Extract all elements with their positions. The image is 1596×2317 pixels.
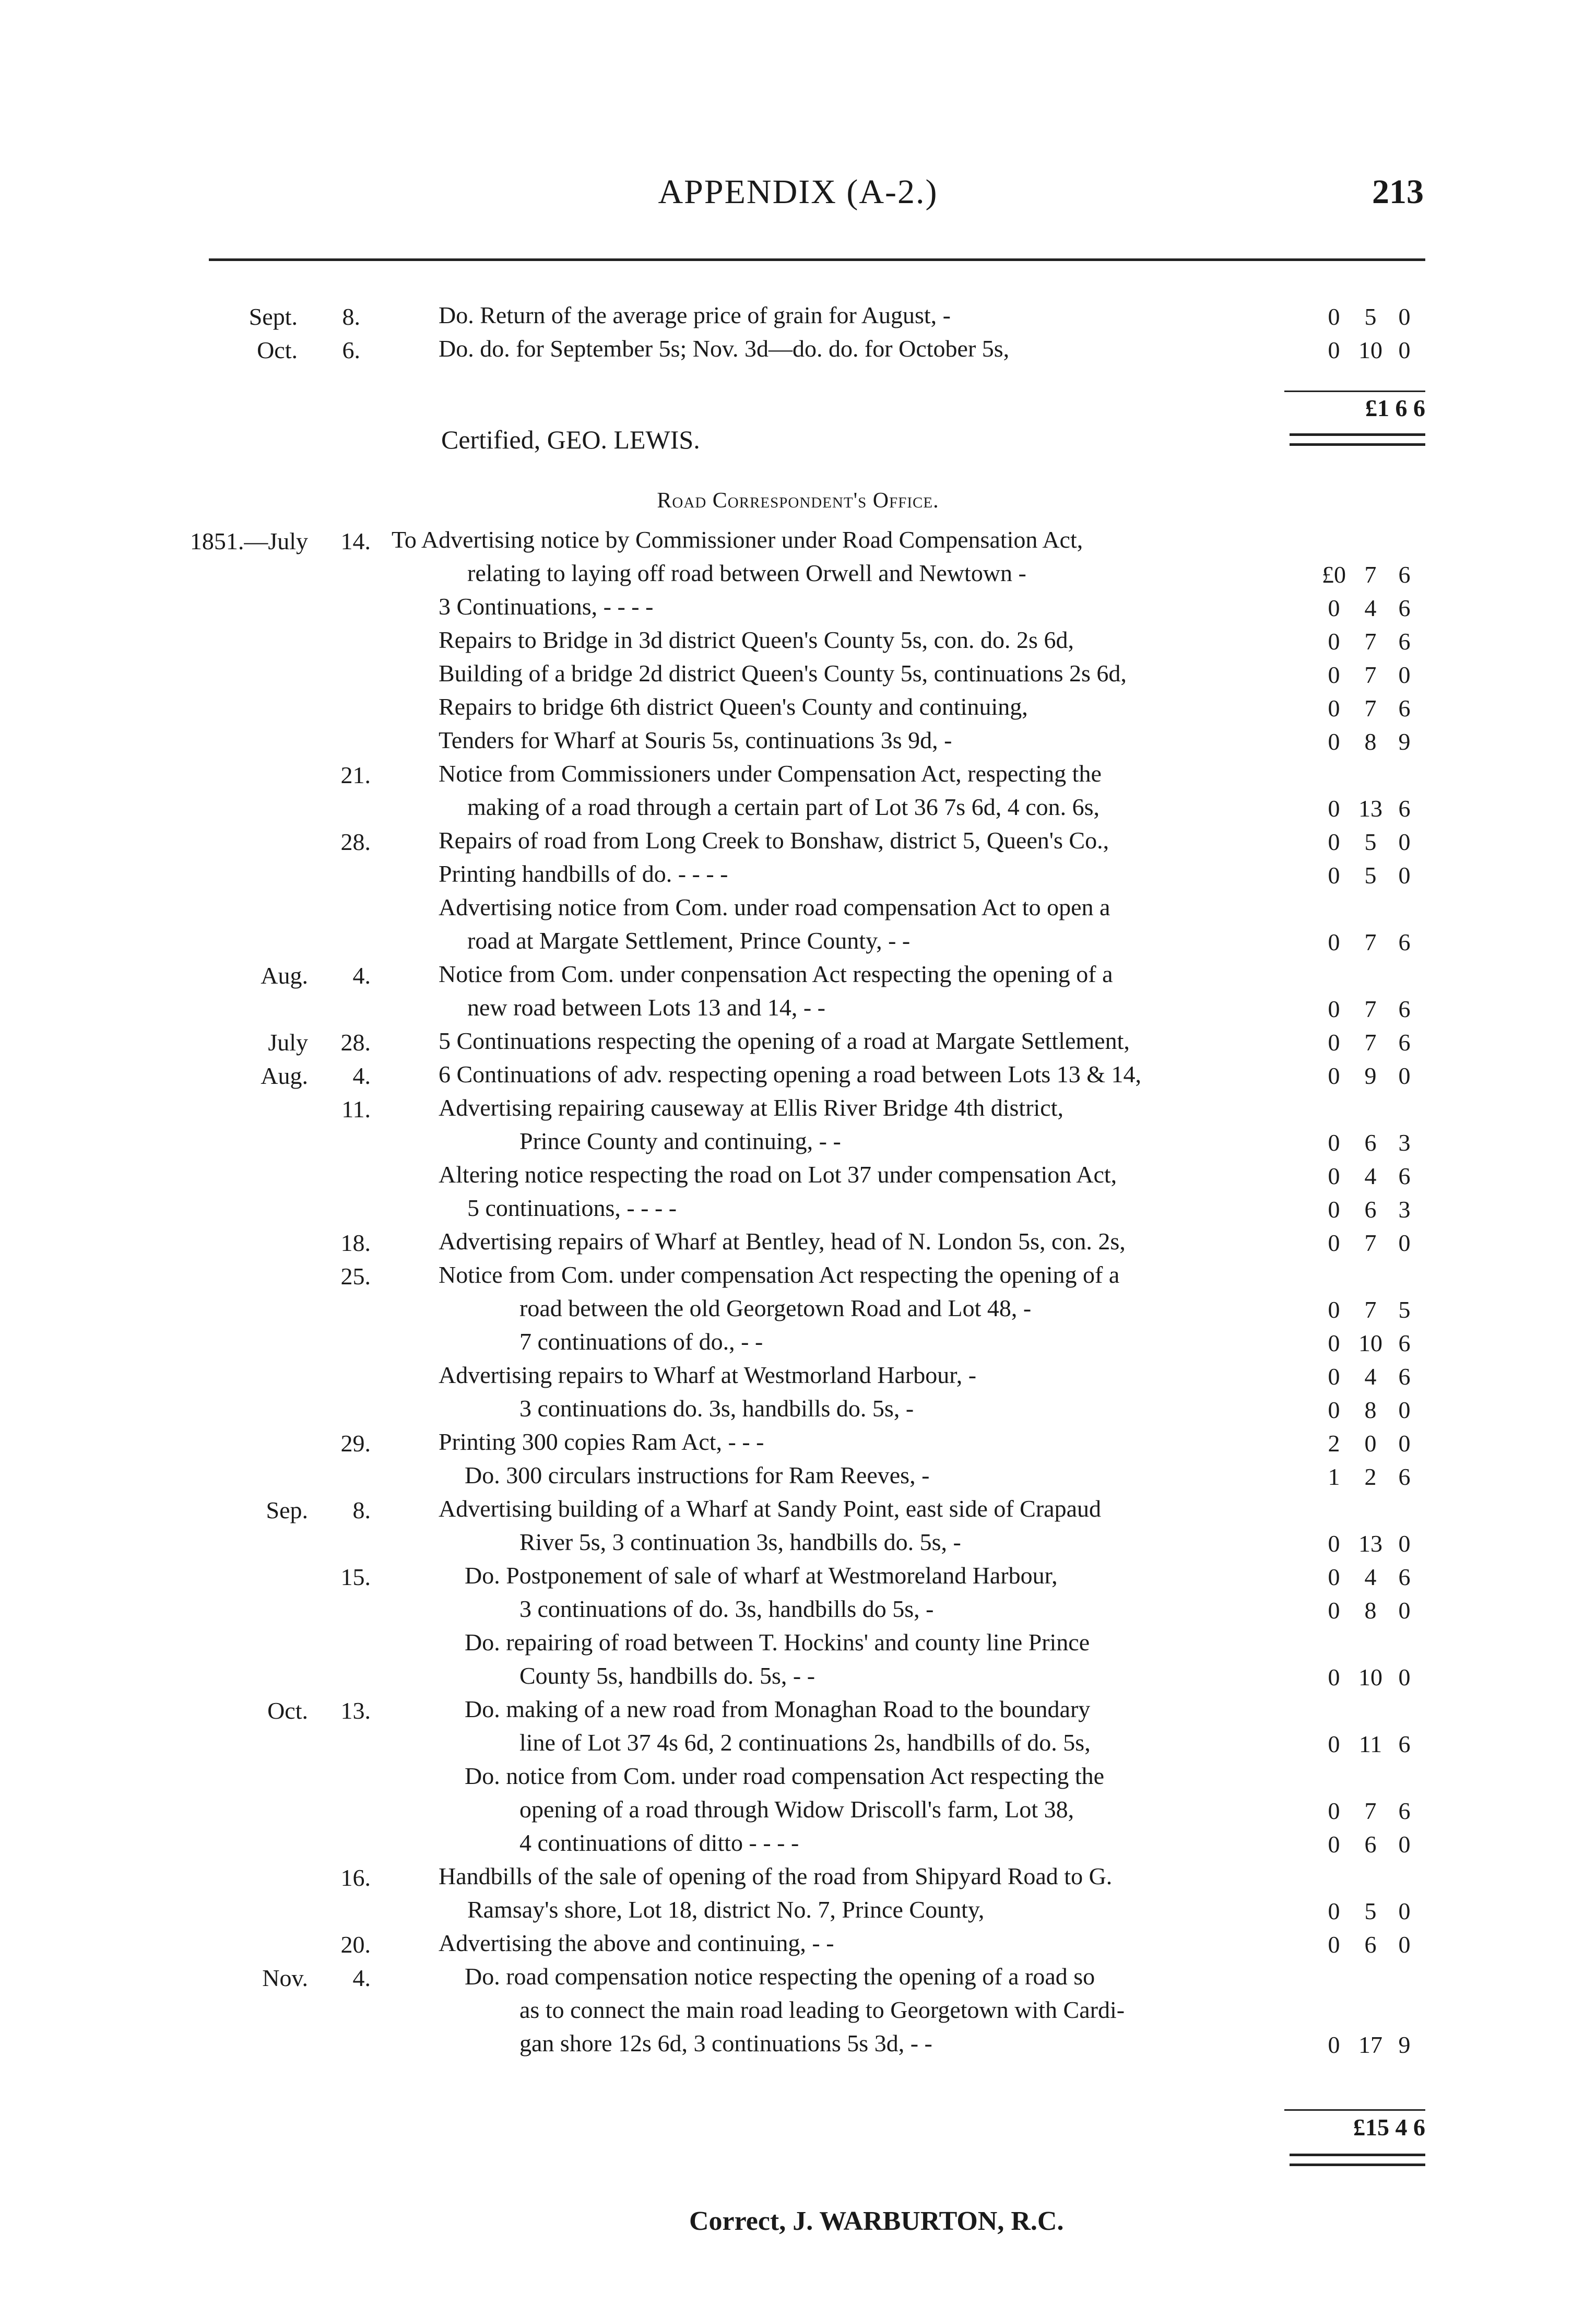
- entry-amount: [1316, 661, 1420, 689]
- amount-pence: 6: [1398, 695, 1411, 722]
- entry-amount: [1316, 1597, 1420, 1624]
- entry-amount: [1316, 561, 1420, 588]
- amount-pence: 0: [1398, 1397, 1411, 1423]
- amount-pounds: 0: [1328, 1129, 1340, 1156]
- amount-shillings: 13: [1358, 795, 1382, 822]
- entry-description: Altering notice respecting the road on Lot 37 under compensation Act,: [439, 1161, 1117, 1188]
- entry-amount: [1316, 336, 1420, 364]
- amount-pence: 0: [1398, 829, 1411, 855]
- amount-shillings: 7: [1364, 561, 1377, 588]
- amount-pence: 0: [1398, 661, 1411, 688]
- amount-pounds: 0: [1328, 1530, 1340, 1557]
- amount-shillings: 8: [1364, 1597, 1377, 1624]
- amount-pounds: 0: [1328, 1163, 1340, 1189]
- amount-pence: 6: [1398, 929, 1411, 955]
- amount-shillings: 17: [1358, 2031, 1382, 2058]
- entry-amount: [1316, 1897, 1420, 1925]
- entry-day: 15.: [340, 1564, 371, 1590]
- amount-pence: 0: [1398, 1597, 1411, 1624]
- entry-day: 20.: [340, 1931, 371, 1958]
- entry-description: Printing handbills of do. - - - -: [439, 860, 728, 887]
- amount-pounds: 0: [1328, 337, 1340, 363]
- entry-amount: [1316, 694, 1420, 722]
- amount-pounds: 0: [1328, 929, 1340, 955]
- entry-description: as to connect the main road leading to Georgetown with Cardi-: [519, 1996, 1125, 2023]
- amount-pence: 6: [1398, 1564, 1411, 1590]
- amount-shillings: 9: [1364, 1062, 1377, 1089]
- entry-day: 4.: [352, 1062, 371, 1089]
- entry-amount: [1316, 995, 1420, 1023]
- amount-shillings: 7: [1364, 1798, 1377, 1824]
- entry-description: Prince County and continuing, - -: [519, 1128, 841, 1154]
- entry-description: 5 Continuations respecting the opening of a road at Margate Settlement,: [439, 1027, 1130, 1054]
- entry-amount: [1316, 828, 1420, 856]
- amount-pounds: 0: [1328, 628, 1340, 655]
- amount-pence: 6: [1398, 1731, 1411, 1757]
- entry-description: To Advertising notice by Commissioner under Road Compensation Act,: [392, 526, 1083, 553]
- amount-pounds: £0: [1322, 561, 1346, 588]
- entry-day: 11.: [341, 1096, 371, 1122]
- amount-shillings: 7: [1364, 695, 1377, 722]
- entry-description: Do. notice from Com. under road compensation Act respecting the: [465, 1763, 1105, 1789]
- entry-description: 3 Continuations, - - - -: [439, 593, 654, 620]
- entry-description: Tenders for Wharf at Souris 5s, continuations 3s 9d, -: [439, 727, 952, 753]
- entry-description: Repairs to bridge 6th district Queen's County and continuing,: [439, 693, 1028, 720]
- amount-shillings: 6: [1364, 1196, 1377, 1223]
- entry-description: 7 continuations of do., - -: [519, 1328, 763, 1355]
- amount-pounds: 0: [1328, 1363, 1340, 1390]
- amount-pounds: 1: [1328, 1463, 1340, 1490]
- grand-total-double-rule: [1290, 2154, 1425, 2166]
- entry-month: Aug.: [261, 1062, 308, 1089]
- page-title: APPENDIX (A-2.): [658, 173, 938, 211]
- entry-description: Notice from Com. under compensation Act respecting the opening of a: [439, 1261, 1120, 1288]
- amount-pence: 0: [1398, 337, 1411, 363]
- amount-shillings: 6: [1364, 1831, 1377, 1858]
- amount-shillings: 13: [1358, 1530, 1382, 1557]
- entry-amount: [1316, 303, 1420, 330]
- amount-pounds: 0: [1328, 1296, 1340, 1323]
- amount-pence: 6: [1398, 996, 1411, 1022]
- entry-description: Advertising notice from Com. under road compensation Act to open a: [439, 894, 1110, 920]
- amount-pence: 3: [1398, 1196, 1411, 1223]
- amount-pounds: 0: [1328, 1196, 1340, 1223]
- entry-description: Building of a bridge 2d district Queen's County 5s, continuations 2s 6d,: [439, 660, 1127, 687]
- entry-description: Do. 300 circulars instructions for Ram Reeves, -: [465, 1462, 930, 1488]
- entry-amount: [1316, 1396, 1420, 1424]
- amount-pence: 0: [1398, 1831, 1411, 1858]
- amount-pence: 0: [1398, 862, 1411, 889]
- entry-description: road between the old Georgetown Road and Lot 48, -: [519, 1295, 1032, 1321]
- amount-pence: 6: [1398, 1363, 1411, 1390]
- entry-month: Sep.: [266, 1497, 308, 1523]
- entry-amount: [1316, 1830, 1420, 1858]
- amount-pence: 6: [1398, 1463, 1411, 1490]
- entry-amount: [1316, 1797, 1420, 1825]
- entry-amount: [1316, 2031, 1420, 2059]
- entry-day: 28.: [340, 829, 371, 855]
- entry-description: Do. Postponement of sale of wharf at Westmoreland Harbour,: [465, 1562, 1058, 1589]
- amount-shillings: 2: [1364, 1463, 1377, 1490]
- entry-amount: [1316, 1029, 1420, 1056]
- entry-description: Do. making of a new road from Monaghan Road to the boundary: [465, 1696, 1091, 1722]
- entry-amount: [1316, 1429, 1420, 1457]
- amount-pounds: 0: [1328, 1664, 1340, 1691]
- amount-pence: 6: [1398, 628, 1411, 655]
- amount-pence: 6: [1398, 1163, 1411, 1189]
- amount-shillings: 10: [1358, 1664, 1382, 1691]
- amount-pence: 0: [1398, 1062, 1411, 1089]
- amount-shillings: 7: [1364, 1230, 1377, 1256]
- amount-pounds: 0: [1328, 996, 1340, 1022]
- section-heading: Road Correspondent's Office.: [657, 489, 939, 513]
- entry-day: 4.: [352, 1965, 371, 1991]
- entry-amount: [1316, 1363, 1420, 1390]
- amount-pounds: 0: [1328, 1898, 1340, 1924]
- entry-day: 8.: [342, 303, 360, 330]
- grand-total: £15 4 6: [1353, 2114, 1425, 2141]
- amount-pence: 6: [1398, 1029, 1411, 1056]
- amount-pounds: 0: [1328, 303, 1340, 330]
- entry-description: Repairs of road from Long Creek to Bonshaw, district 5, Queen's Co.,: [439, 827, 1109, 854]
- amount-shillings: 4: [1364, 595, 1377, 621]
- entry-description: Advertising repairs to Wharf at Westmorland Harbour, -: [439, 1362, 977, 1388]
- entry-day: 14.: [340, 528, 371, 554]
- amount-shillings: 7: [1364, 996, 1377, 1022]
- amount-shillings: 7: [1364, 929, 1377, 955]
- entry-description: Advertising repairing causeway at Ellis River Bridge 4th district,: [439, 1094, 1063, 1121]
- entry-amount: [1316, 1129, 1420, 1156]
- amount-pounds: 0: [1328, 1564, 1340, 1590]
- entry-description: Advertising repairs of Wharf at Bentley, head of N. London 5s, con. 2s,: [439, 1228, 1126, 1255]
- entry-description: Handbills of the sale of opening of the road from Shipyard Road to G.: [439, 1863, 1113, 1889]
- header-rule: [209, 258, 1425, 261]
- entry-amount: [1316, 728, 1420, 755]
- amount-shillings: 0: [1364, 1430, 1377, 1457]
- entry-description: Do. road compensation notice respecting the opening of a road so: [465, 1963, 1095, 1990]
- amount-pounds: 0: [1328, 661, 1340, 688]
- entry-amount: [1316, 1229, 1420, 1257]
- entry-month: July: [268, 1029, 308, 1056]
- amount-shillings: 6: [1364, 1931, 1377, 1958]
- entry-description: 3 continuations do. 3s, handbills do. 5s, -: [519, 1395, 914, 1422]
- entry-description: Notice from Com. under conpensation Act respecting the opening of a: [439, 961, 1113, 987]
- entry-description: Do. Return of the average price of grain for August, -: [439, 302, 951, 328]
- amount-pence: 0: [1398, 1898, 1411, 1924]
- total-rule: [1284, 2109, 1425, 2111]
- entry-description: Notice from Commissioners under Compensation Act, respecting the: [439, 760, 1102, 787]
- amount-pence: 0: [1398, 1530, 1411, 1557]
- entry-description: 3 continuations of do. 3s, handbills do 5s, -: [519, 1595, 934, 1622]
- amount-pence: 6: [1398, 1330, 1411, 1356]
- grain-total: £1 6 6: [1365, 395, 1425, 421]
- amount-pence: 0: [1398, 1430, 1411, 1457]
- amount-shillings: 8: [1364, 1397, 1377, 1423]
- entry-description: Repairs to Bridge in 3d district Queen's County 5s, con. do. 2s 6d,: [439, 626, 1074, 653]
- amount-pounds: 0: [1328, 1330, 1340, 1356]
- entry-day: 4.: [352, 962, 371, 989]
- entry-description: Ramsay's shore, Lot 18, district No. 7, Prince County,: [467, 1896, 985, 1923]
- amount-pence: 3: [1398, 1129, 1411, 1156]
- entry-month: Oct.: [267, 1697, 308, 1724]
- entry-month: Nov.: [262, 1965, 308, 1991]
- entry-amount: [1316, 795, 1420, 822]
- page-number: 213: [1372, 173, 1424, 211]
- entry-amount: [1316, 1162, 1420, 1190]
- amount-pounds: 2: [1328, 1430, 1340, 1457]
- amount-pounds: 0: [1328, 1798, 1340, 1824]
- entry-description: making of a road through a certain part of Lot 36 7s 6d, 4 con. 6s,: [467, 794, 1100, 820]
- amount-shillings: 5: [1364, 862, 1377, 889]
- entry-amount: [1316, 594, 1420, 622]
- entry-description: Do. repairing of road between T. Hockins' and county line Prince: [465, 1629, 1090, 1656]
- entry-day: 6.: [342, 337, 360, 363]
- amount-shillings: 11: [1358, 1731, 1382, 1757]
- amount-pounds: 0: [1328, 1597, 1340, 1624]
- grain-total-double-rule: [1290, 433, 1425, 446]
- amount-shillings: 10: [1358, 1330, 1382, 1356]
- amount-pounds: 0: [1328, 795, 1340, 822]
- amount-pence: 5: [1398, 1296, 1411, 1323]
- amount-pence: 0: [1398, 303, 1411, 330]
- amount-pence: 9: [1398, 2031, 1411, 2058]
- amount-shillings: 7: [1364, 1296, 1377, 1323]
- amount-pounds: 0: [1328, 1029, 1340, 1056]
- entry-description: River 5s, 3 continuation 3s, handbills do. 5s, -: [519, 1529, 961, 1555]
- amount-pence: 6: [1398, 795, 1411, 822]
- entry-amount: [1316, 1463, 1420, 1491]
- amount-pence: 0: [1398, 1931, 1411, 1958]
- entry-description: Printing 300 copies Ram Act, - - -: [439, 1428, 764, 1455]
- amount-shillings: 7: [1364, 661, 1377, 688]
- entry-day: 21.: [340, 762, 371, 788]
- amount-shillings: 4: [1364, 1564, 1377, 1590]
- entry-amount: [1316, 1062, 1420, 1090]
- amount-pence: 6: [1398, 595, 1411, 621]
- entry-day: 25.: [340, 1263, 371, 1290]
- entry-amount: [1316, 928, 1420, 956]
- amount-pounds: 0: [1328, 728, 1340, 755]
- entry-month: Aug.: [261, 962, 308, 989]
- entry-description: opening of a road through Widow Driscoll's farm, Lot 38,: [519, 1796, 1074, 1823]
- amount-pence: 0: [1398, 1230, 1411, 1256]
- amount-shillings: 5: [1364, 1898, 1377, 1924]
- amount-shillings: 7: [1364, 628, 1377, 655]
- entry-description: Advertising the above and continuing, - -: [439, 1930, 834, 1956]
- entry-description: 5 continuations, - - - -: [467, 1195, 677, 1221]
- amount-shillings: 4: [1364, 1363, 1377, 1390]
- entry-amount: [1316, 1329, 1420, 1357]
- amount-pounds: 0: [1328, 862, 1340, 889]
- certified-signature: Certified, GEO. LEWIS.: [441, 425, 700, 454]
- entry-amount: [1316, 1730, 1420, 1758]
- entry-month: Oct.: [257, 337, 298, 363]
- amount-pounds: 0: [1328, 595, 1340, 621]
- correct-signature: Correct, J. WARBURTON, R.C.: [689, 2206, 1064, 2236]
- entry-month: Sept.: [249, 303, 298, 330]
- amount-pounds: 0: [1328, 1230, 1340, 1256]
- amount-shillings: 5: [1364, 303, 1377, 330]
- entry-description: gan shore 12s 6d, 3 continuations 5s 3d, - -: [519, 2030, 932, 2056]
- amount-shillings: 8: [1364, 728, 1377, 755]
- subtotal-rule: [1284, 391, 1425, 392]
- amount-shillings: 7: [1364, 1029, 1377, 1056]
- amount-pence: 0: [1398, 1664, 1411, 1691]
- amount-pounds: 0: [1328, 1931, 1340, 1958]
- amount-pounds: 0: [1328, 1397, 1340, 1423]
- entry-amount: [1316, 861, 1420, 889]
- amount-pounds: 0: [1328, 829, 1340, 855]
- entry-description: Advertising building of a Wharf at Sandy Point, east side of Crapaud: [439, 1495, 1102, 1522]
- entry-description: County 5s, handbills do. 5s, - -: [519, 1662, 815, 1689]
- entry-amount: [1316, 1563, 1420, 1591]
- entry-description: 6 Continuations of adv. respecting opening a road between Lots 13 & 14,: [439, 1061, 1142, 1087]
- amount-pounds: 0: [1328, 1831, 1340, 1858]
- entry-description: relating to laying off road between Orwell and Newtown -: [467, 560, 1026, 586]
- amount-shillings: 4: [1364, 1163, 1377, 1189]
- amount-pence: 6: [1398, 1798, 1411, 1824]
- amount-pence: 6: [1398, 561, 1411, 588]
- entry-day: 29.: [340, 1430, 371, 1457]
- entry-amount: [1316, 628, 1420, 655]
- amount-pounds: 0: [1328, 695, 1340, 722]
- entry-description: road at Margate Settlement, Prince County, - -: [467, 927, 911, 954]
- amount-shillings: 10: [1358, 337, 1382, 363]
- amount-pounds: 0: [1328, 1731, 1340, 1757]
- entry-amount: [1316, 1196, 1420, 1223]
- entry-description: line of Lot 37 4s 6d, 2 continuations 2s, handbills of do. 5s,: [519, 1729, 1091, 1756]
- entry-day: 18.: [340, 1230, 371, 1256]
- entry-description: new road between Lots 13 and 14, - -: [467, 994, 825, 1021]
- entry-description: 4 continuations of ditto - - - -: [519, 1829, 799, 1856]
- entry-day: 8.: [352, 1497, 371, 1523]
- entry-amount: [1316, 1530, 1420, 1557]
- entry-day: 16.: [340, 1864, 371, 1891]
- amount-pounds: 0: [1328, 2031, 1340, 2058]
- entry-day: 28.: [340, 1029, 371, 1056]
- amount-pence: 9: [1398, 728, 1411, 755]
- amount-shillings: 6: [1364, 1129, 1377, 1156]
- entry-description: Do. do. for September 5s; Nov. 3d—do. do. for October 5s,: [439, 335, 1010, 362]
- entry-amount: [1316, 1931, 1420, 1958]
- amount-pounds: 0: [1328, 1062, 1340, 1089]
- entry-month: 1851.—July: [190, 528, 308, 554]
- entry-amount: [1316, 1663, 1420, 1691]
- entry-day: 13.: [340, 1697, 371, 1724]
- entry-amount: [1316, 1296, 1420, 1323]
- amount-shillings: 5: [1364, 829, 1377, 855]
